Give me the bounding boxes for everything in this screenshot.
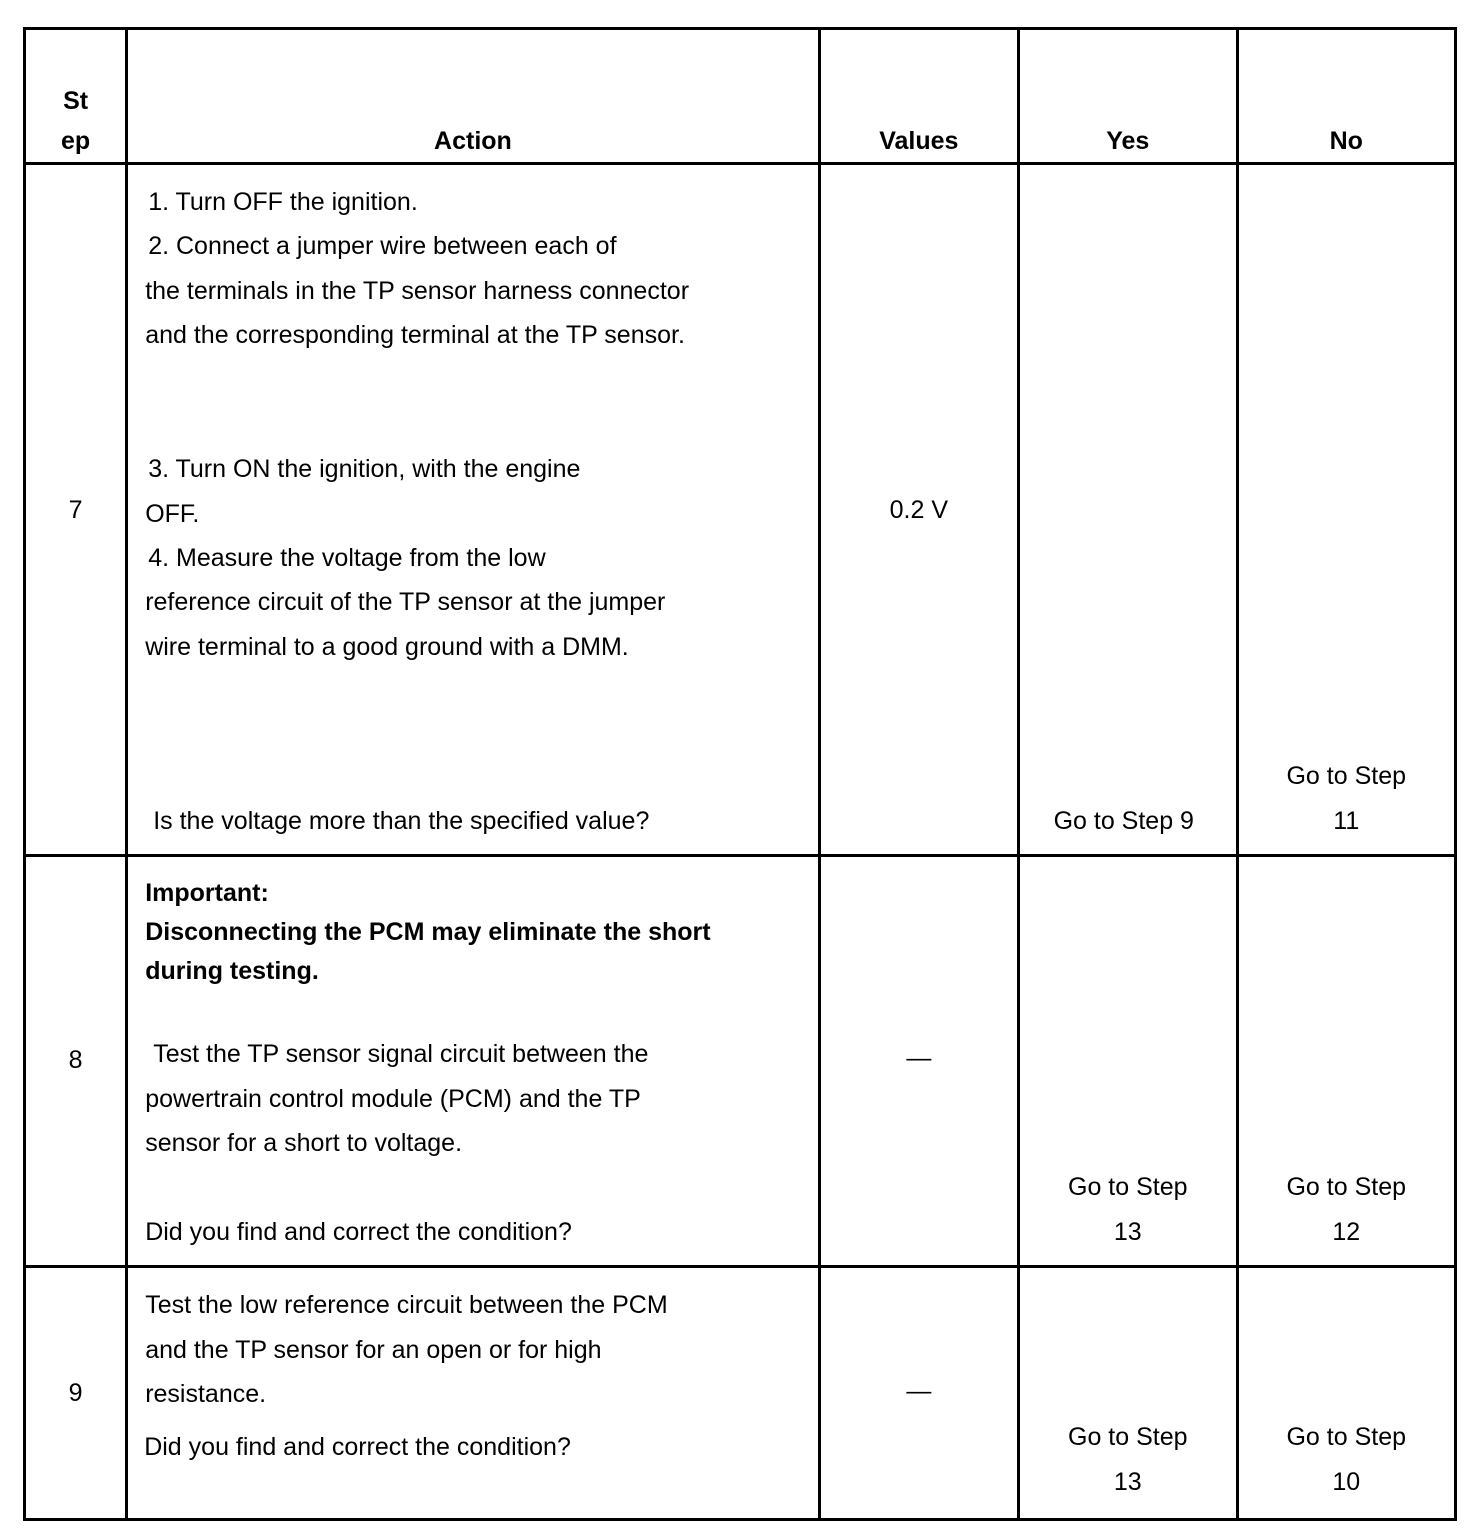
header-row — [25, 29, 1456, 164]
values-cell — [819, 164, 1018, 856]
action-line: powertrain control module (PCM) and the TP — [145, 1085, 641, 1113]
yes-target-line-2: 13 — [1113, 1468, 1142, 1496]
header-yes-label: Yes — [1106, 127, 1150, 155]
diagnostic-table — [23, 27, 1457, 1521]
action-line: Test the low reference circuit between the PCM — [145, 1291, 668, 1319]
no-target-line-2: 10 — [1332, 1468, 1361, 1496]
step-cell — [25, 1267, 127, 1520]
value-text: — — [906, 1377, 932, 1405]
header-values-label: Values — [879, 127, 959, 155]
action-question: Did you find and correct the condition? — [145, 1218, 572, 1246]
no-target-line-1: Go to Step — [1286, 762, 1407, 790]
no-target-line-1: Go to Step — [1286, 1173, 1407, 1201]
table-row — [25, 856, 1456, 1267]
important-text: Disconnecting the PCM may eliminate the short — [145, 918, 711, 946]
action-cell — [127, 164, 819, 856]
action-line: resistance. — [145, 1380, 267, 1408]
no-target-line-2: 11 — [1333, 807, 1360, 835]
header-no-label: No — [1329, 127, 1363, 155]
action-line: wire terminal to a good ground with a DMM. — [145, 633, 629, 661]
table-row — [25, 164, 1456, 856]
action-line: sensor for a short to voltage. — [145, 1129, 463, 1157]
yes-target-line-2: 13 — [1113, 1218, 1142, 1246]
action-line: the terminals in the TP sensor harness connector — [145, 277, 690, 305]
header-action — [127, 29, 819, 164]
yes-cell — [1019, 856, 1237, 1267]
step-number: 7 — [68, 496, 83, 524]
action-question: Did you find and correct the condition? — [144, 1433, 571, 1461]
yes-target-line-1: Go to Step — [1068, 1423, 1188, 1451]
no-target-line-2: 12 — [1332, 1218, 1361, 1246]
table-row — [25, 1267, 1456, 1520]
header-yes — [1019, 29, 1237, 164]
important-text: during testing. — [145, 957, 319, 985]
yes-cell — [1019, 164, 1237, 856]
values-cell — [819, 1267, 1018, 1520]
no-cell — [1237, 1267, 1456, 1520]
yes-cell — [1019, 1267, 1237, 1520]
yes-target: Go to Step 9 — [1053, 807, 1194, 835]
header-step — [25, 29, 127, 164]
value-text: 0.2 V — [889, 496, 949, 524]
action-line: reference circuit of the TP sensor at the jumper — [145, 588, 666, 616]
header-step-line-1: St — [63, 87, 89, 115]
yes-target-line-1: Go to Step — [1068, 1173, 1188, 1201]
no-target-line-1: Go to Step — [1286, 1423, 1407, 1451]
action-cell — [127, 1267, 819, 1520]
action-question: Is the voltage more than the specified value? — [153, 807, 650, 835]
action-line: OFF. — [145, 500, 200, 528]
header-step-line-2: ep — [61, 127, 91, 155]
header-no — [1237, 29, 1456, 164]
action-cell — [127, 856, 819, 1267]
step-cell — [25, 164, 127, 856]
action-line: Test the TP sensor signal circuit between the — [153, 1040, 649, 1068]
step-number: 8 — [68, 1046, 83, 1074]
step-number: 9 — [68, 1379, 83, 1407]
step-cell — [25, 856, 127, 1267]
action-line: 1. Turn OFF the ignition. — [148, 188, 418, 216]
no-cell — [1237, 164, 1456, 856]
no-cell — [1237, 856, 1456, 1267]
action-line: and the corresponding terminal at the TP sensor. — [145, 321, 685, 349]
values-cell — [819, 856, 1018, 1267]
value-text: — — [906, 1044, 932, 1072]
action-line: 2. Connect a jumper wire between each of — [148, 232, 617, 260]
important-title: Important: — [145, 879, 269, 907]
action-line: 4. Measure the voltage from the low — [148, 544, 546, 572]
action-line: and the TP sensor for an open or for high — [145, 1336, 602, 1364]
header-action-label: Action — [434, 127, 512, 155]
header-values — [819, 29, 1018, 164]
action-line: 3. Turn ON the ignition, with the engine — [148, 455, 581, 483]
